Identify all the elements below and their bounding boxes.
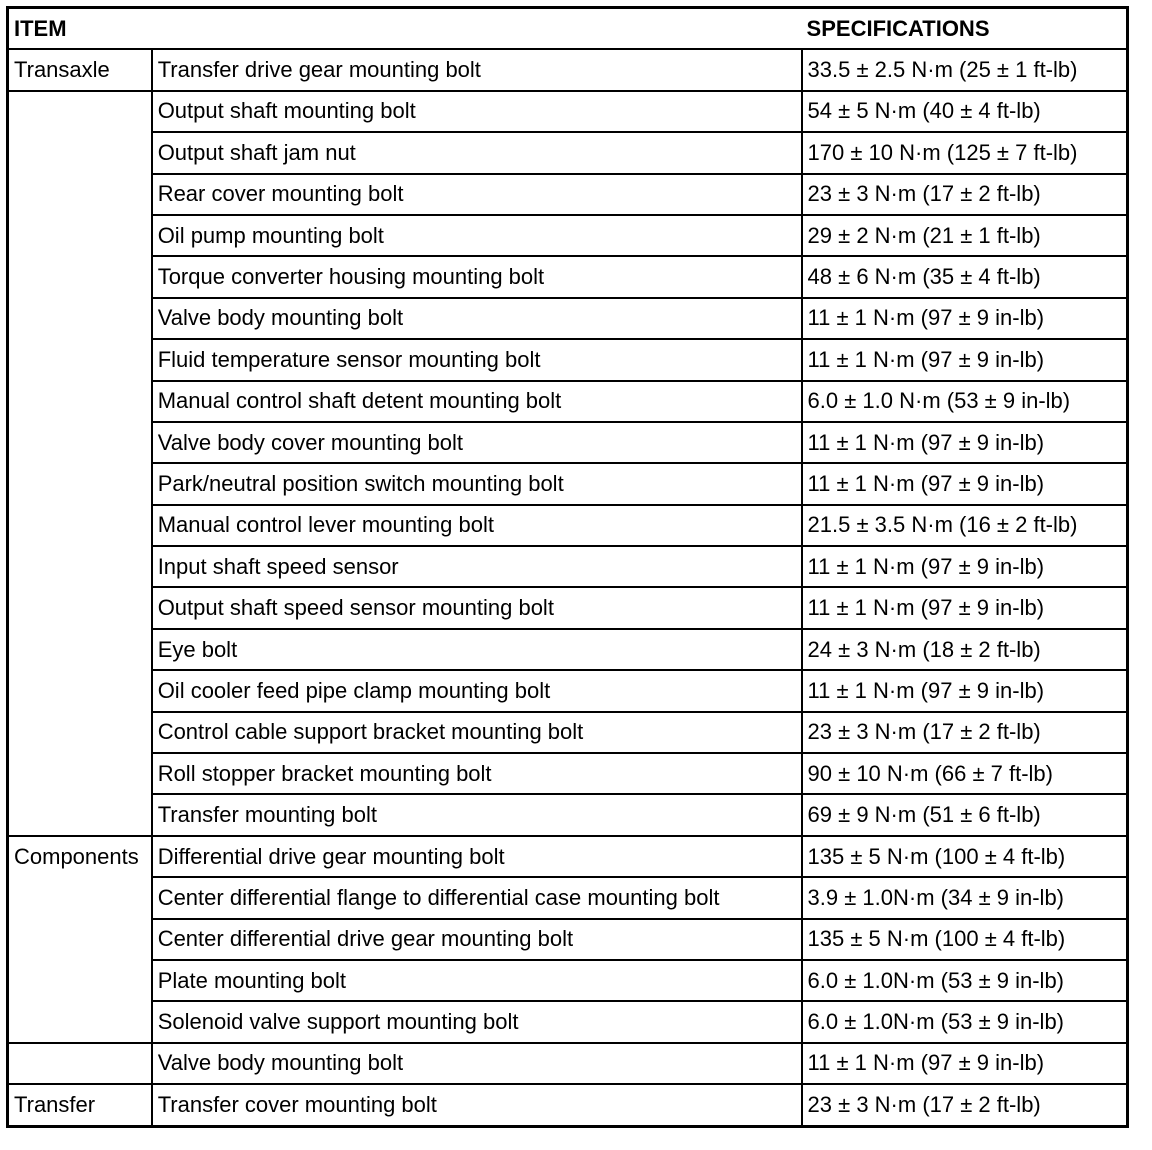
table-row [8, 794, 1128, 835]
item-cell: Valve body cover mounting bolt [152, 422, 802, 463]
category-cell [8, 463, 152, 504]
table-row [8, 463, 1128, 504]
table-row [8, 49, 1128, 90]
spec-cell: 11 ± 1 N·m (97 ± 9 in-lb) [802, 1043, 1128, 1084]
spec-cell: 23 ± 3 N·m (17 ± 2 ft-lb) [802, 712, 1128, 753]
table-row [8, 422, 1128, 463]
spec-rows [8, 49, 1128, 1126]
item-cell: Torque converter housing mounting bolt [152, 256, 802, 297]
category-cell [8, 298, 152, 339]
table-row [8, 256, 1128, 297]
table-row [8, 877, 1128, 918]
item-cell: Control cable support bracket mounting bolt [152, 712, 802, 753]
spec-cell: 11 ± 1 N·m (97 ± 9 in-lb) [802, 422, 1128, 463]
torque-spec-table [6, 6, 1129, 1128]
item-cell: Transfer cover mounting bolt [152, 1084, 802, 1126]
spec-cell: 135 ± 5 N·m (100 ± 4 ft-lb) [802, 919, 1128, 960]
category-cell: Components [8, 836, 152, 877]
category-cell [8, 91, 152, 132]
spec-cell: 23 ± 3 N·m (17 ± 2 ft-lb) [802, 1084, 1128, 1126]
spec-cell: 11 ± 1 N·m (97 ± 9 in-lb) [802, 298, 1128, 339]
category-cell [8, 505, 152, 546]
table-row [8, 836, 1128, 877]
item-cell: Rear cover mounting bolt [152, 174, 802, 215]
category-cell [8, 629, 152, 670]
item-cell: Oil pump mounting bolt [152, 215, 802, 256]
spec-cell: 24 ± 3 N·m (18 ± 2 ft-lb) [802, 629, 1128, 670]
item-cell: Transfer drive gear mounting bolt [152, 49, 802, 90]
item-cell: Valve body mounting bolt [152, 1043, 802, 1084]
spec-cell: 11 ± 1 N·m (97 ± 9 in-lb) [802, 463, 1128, 504]
spec-cell: 29 ± 2 N·m (21 ± 1 ft-lb) [802, 215, 1128, 256]
category-cell [8, 877, 152, 918]
table-row [8, 298, 1128, 339]
table-row [8, 91, 1128, 132]
item-cell: Oil cooler feed pipe clamp mounting bolt [152, 670, 802, 711]
item-cell: Output shaft jam nut [152, 132, 802, 173]
spec-cell: 69 ± 9 N·m (51 ± 6 ft-lb) [802, 794, 1128, 835]
spec-cell: 48 ± 6 N·m (35 ± 4 ft-lb) [802, 256, 1128, 297]
item-cell: Plate mounting bolt [152, 960, 802, 1001]
table-row [8, 215, 1128, 256]
category-cell [8, 546, 152, 587]
table-row [8, 919, 1128, 960]
spec-cell: 11 ± 1 N·m (97 ± 9 in-lb) [802, 587, 1128, 628]
category-cell [8, 339, 152, 380]
item-cell: Roll stopper bracket mounting bolt [152, 753, 802, 794]
spec-cell: 23 ± 3 N·m (17 ± 2 ft-lb) [802, 174, 1128, 215]
item-cell: Output shaft speed sensor mounting bolt [152, 587, 802, 628]
spec-cell: 54 ± 5 N·m (40 ± 4 ft-lb) [802, 91, 1128, 132]
table-row [8, 339, 1128, 380]
category-cell [8, 1001, 152, 1042]
item-cell: Fluid temperature sensor mounting bolt [152, 339, 802, 380]
item-cell: Center differential flange to differential case mounting bolt [152, 877, 802, 918]
category-cell: Transaxle [8, 49, 152, 90]
category-cell [8, 422, 152, 463]
spec-cell: 170 ± 10 N·m (125 ± 7 ft-lb) [802, 132, 1128, 173]
category-cell [8, 1043, 152, 1084]
category-cell: Transfer [8, 1084, 152, 1126]
spec-cell: 6.0 ± 1.0N·m (53 ± 9 in-lb) [802, 1001, 1128, 1042]
category-cell [8, 670, 152, 711]
table-row [8, 753, 1128, 794]
item-cell: Input shaft speed sensor [152, 546, 802, 587]
spec-cell: 11 ± 1 N·m (97 ± 9 in-lb) [802, 546, 1128, 587]
item-cell: Valve body mounting bolt [152, 298, 802, 339]
header-row [8, 8, 1128, 50]
table-row [8, 629, 1128, 670]
table-row [8, 1001, 1128, 1042]
table-row [8, 960, 1128, 1001]
spec-cell: 33.5 ± 2.5 N·m (25 ± 1 ft-lb) [802, 49, 1128, 90]
table-row [8, 1043, 1128, 1084]
category-cell [8, 381, 152, 422]
item-cell: Manual control shaft detent mounting bolt [152, 381, 802, 422]
item-cell: Solenoid valve support mounting bolt [152, 1001, 802, 1042]
item-cell: Center differential drive gear mounting bolt [152, 919, 802, 960]
category-cell [8, 919, 152, 960]
table-row [8, 546, 1128, 587]
table-row [8, 381, 1128, 422]
category-cell [8, 587, 152, 628]
spec-cell: 3.9 ± 1.0N·m (34 ± 9 in-lb) [802, 877, 1128, 918]
category-cell [8, 753, 152, 794]
category-cell [8, 960, 152, 1001]
table-row [8, 505, 1128, 546]
item-cell: Transfer mounting bolt [152, 794, 802, 835]
spec-cell: 11 ± 1 N·m (97 ± 9 in-lb) [802, 339, 1128, 380]
table-row [8, 712, 1128, 753]
item-header: ITEM [8, 8, 802, 50]
table-row [8, 1084, 1128, 1126]
table-row [8, 174, 1128, 215]
category-cell [8, 256, 152, 297]
spec-cell: 6.0 ± 1.0 N·m (53 ± 9 in-lb) [802, 381, 1128, 422]
item-cell: Differential drive gear mounting bolt [152, 836, 802, 877]
category-cell [8, 215, 152, 256]
category-cell [8, 712, 152, 753]
spec-cell: 90 ± 10 N·m (66 ± 7 ft-lb) [802, 753, 1128, 794]
category-cell [8, 794, 152, 835]
spec-cell: 21.5 ± 3.5 N·m (16 ± 2 ft-lb) [802, 505, 1128, 546]
spec-cell: 6.0 ± 1.0N·m (53 ± 9 in-lb) [802, 960, 1128, 1001]
table-row [8, 587, 1128, 628]
category-cell [8, 174, 152, 215]
spec-cell: 11 ± 1 N·m (97 ± 9 in-lb) [802, 670, 1128, 711]
spec-cell: 135 ± 5 N·m (100 ± 4 ft-lb) [802, 836, 1128, 877]
table-row [8, 670, 1128, 711]
table-row [8, 132, 1128, 173]
item-cell: Manual control lever mounting bolt [152, 505, 802, 546]
specifications-header: SPECIFICATIONS [802, 8, 1128, 50]
item-cell: Output shaft mounting bolt [152, 91, 802, 132]
item-cell: Park/neutral position switch mounting bolt [152, 463, 802, 504]
item-cell: Eye bolt [152, 629, 802, 670]
category-cell [8, 132, 152, 173]
